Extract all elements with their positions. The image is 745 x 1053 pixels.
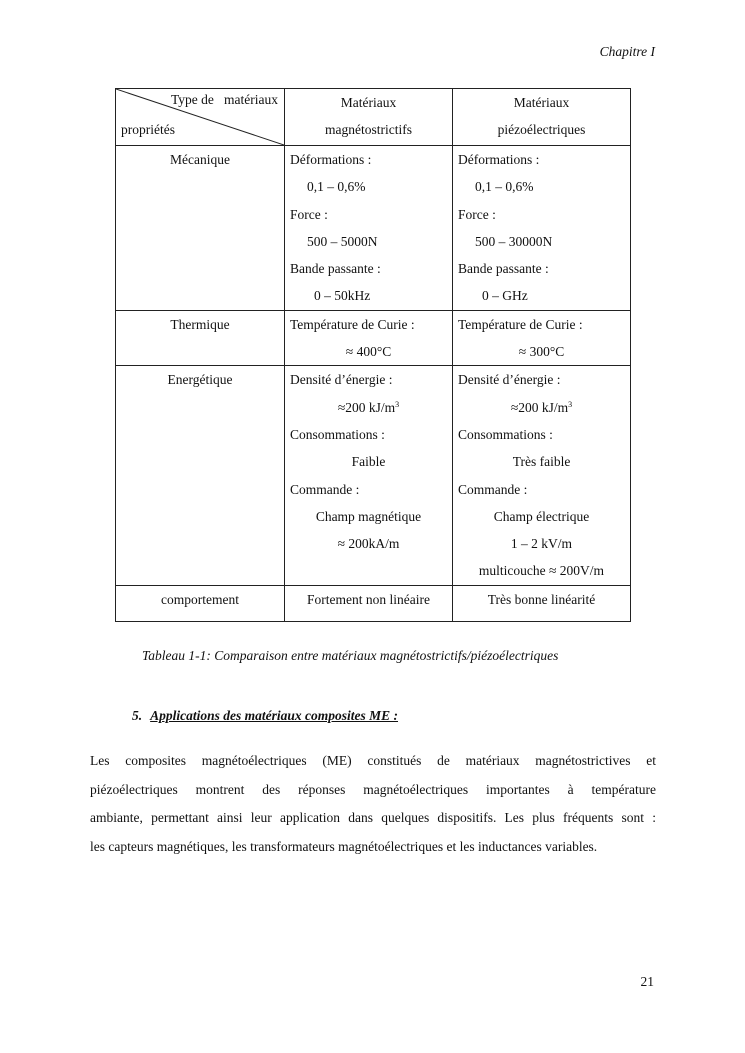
energy-density-value: ≈200 kJ/m — [510, 399, 569, 415]
table-caption: Tableau 1-1: Comparaison entre matériaux magnétostrictifs/piézoélectriques — [142, 648, 559, 663]
cell-line: Densité d’énergie : — [290, 372, 393, 388]
corner-cell — [116, 89, 285, 146]
table-row — [116, 366, 631, 585]
cell-line: Consommations : — [458, 426, 553, 442]
cell-line: 0,1 – 0,6% — [475, 179, 534, 195]
cell-line — [285, 394, 452, 421]
cell-line: Température de Curie : — [458, 316, 583, 332]
cell-energetique-piezo — [453, 366, 631, 585]
cell-line: Faible — [351, 454, 386, 470]
chapter-header: Chapitre I — [599, 44, 655, 59]
cell-line: Commande : — [290, 481, 360, 497]
cell-line: 500 – 30000N — [475, 233, 553, 249]
cell-line: multicouche ≈ 200V/m — [478, 563, 605, 579]
paragraph-line: piézoélectriques montrent des réponses magnétoélectriques importantes à température — [90, 781, 656, 797]
header-line: magnétostrictifs — [325, 122, 412, 137]
row-label-thermique: Thermique — [116, 310, 285, 366]
cell-line: Consommations : — [290, 426, 385, 442]
cell-line: Densité d’énergie : — [458, 372, 561, 388]
cell-mecanique-magneto — [285, 146, 453, 311]
paragraph-line: les capteurs magnétiques, les transformateurs magnétoélectriques et les inductances variables. — [90, 838, 598, 854]
corner-bottom-label: propriétés — [121, 122, 175, 137]
row-label-energetique: Energétique — [116, 366, 285, 585]
cell-line: Très bonne linéarité — [487, 591, 596, 607]
cell-line-empty — [285, 557, 452, 584]
header-line: piézoélectriques — [497, 122, 586, 137]
cell-comportement-piezo — [453, 585, 631, 621]
comparison-table — [115, 88, 631, 622]
table-row — [116, 310, 631, 366]
table-row — [116, 585, 631, 621]
table-header-row — [116, 89, 631, 146]
section-title: Applications des matériaux composites ME : — [150, 708, 399, 723]
cell-line: Température de Curie : — [290, 316, 415, 332]
cell-line: ≈ 300°C — [518, 344, 565, 360]
row-label-comportement: comportement — [116, 585, 285, 621]
table-row — [116, 146, 631, 311]
header-magnetostrictive — [285, 89, 453, 146]
row-label-mecanique: Mécanique — [116, 146, 285, 311]
cell-line: 0 – 50kHz — [314, 288, 371, 304]
cell-line: Déformations : — [290, 152, 372, 167]
energy-density-value: ≈200 kJ/m — [337, 399, 396, 415]
cell-line: Déformations : — [458, 152, 540, 167]
cell-line: Fortement non linéaire — [307, 591, 430, 607]
cell-line: 0,1 – 0,6% — [307, 179, 366, 195]
section-heading — [132, 708, 398, 724]
cell-comportement-magneto — [285, 585, 453, 621]
header-line: Matériaux — [513, 95, 570, 110]
section-number: 5. — [132, 708, 143, 723]
cell-line: 0 – GHz — [482, 288, 528, 304]
cell-line: Champ électrique — [493, 508, 590, 524]
cell-mecanique-piezo — [453, 146, 631, 311]
cell-line: Force : — [290, 206, 328, 222]
header-line: Matériaux — [340, 95, 397, 110]
cell-line: ≈ 400°C — [345, 344, 392, 360]
corner-top-label: Type de matériaux — [170, 92, 278, 107]
paragraph-line: ambiante, permettant ainsi leur application dans quelques dispositifs. Les plus fréquents sont : — [90, 810, 656, 825]
cell-line: 500 – 5000N — [307, 233, 378, 249]
cell-line: Champ magnétique — [315, 508, 422, 524]
cell-line: Force : — [458, 206, 496, 222]
cell-line: 1 – 2 kV/m — [510, 536, 573, 552]
cell-line: Commande : — [458, 481, 528, 497]
cell-line: Bande passante : — [290, 261, 381, 277]
cell-energetique-magneto — [285, 366, 453, 585]
cell-line: Très faible — [512, 454, 571, 470]
body-paragraph — [90, 747, 656, 861]
cell-line: Bande passante : — [458, 261, 549, 277]
exponent: 3 — [395, 399, 400, 409]
page-number: 21 — [640, 974, 654, 989]
cell-thermique-magneto — [285, 310, 453, 366]
paragraph-line: Les composites magnétoélectriques (ME) constitués de matériaux magnétostrictives et — [90, 753, 656, 768]
cell-line: ≈ 200kA/m — [337, 536, 400, 552]
cell-thermique-piezo — [453, 310, 631, 366]
exponent: 3 — [568, 399, 573, 409]
cell-line — [453, 394, 630, 421]
header-piezoelectric — [453, 89, 631, 146]
